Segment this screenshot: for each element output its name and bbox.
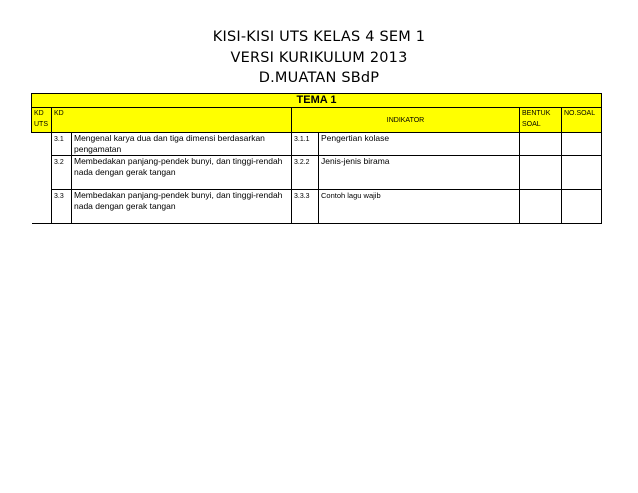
tema-label: TEMA 1 <box>32 94 602 108</box>
no-soal-cell <box>562 156 602 190</box>
kd-number: 3.3 <box>52 190 72 224</box>
indikator-text: Contoh lagu wajib <box>319 190 520 224</box>
tema-row <box>32 94 602 108</box>
indikator-text: Pengertian kolase <box>319 133 520 156</box>
no-soal-cell <box>562 190 602 224</box>
header-bentuk-soal: BENTUK SOAL <box>520 108 562 133</box>
header-no-soal: NO.SOAL <box>562 108 602 133</box>
bentuk-soal-cell <box>520 156 562 190</box>
kd-uts-cell <box>32 133 52 156</box>
kd-uts-cell <box>32 156 52 190</box>
kd-uts-cell <box>32 190 52 224</box>
bentuk-soal-cell <box>520 133 562 156</box>
kisi-kisi-table <box>31 93 602 224</box>
header-kd-uts: KD UTS <box>32 108 52 133</box>
kd-text: Membedakan panjang-pendek bunyi, dan tinggi-rendah nada dengan gerak tangan <box>72 156 292 190</box>
document-subtitle-curriculum: VERSI KURIKULUM 2013 <box>230 50 408 66</box>
indikator-number: 3.3.3 <box>292 190 319 224</box>
indikator-text: Jenis-jenis birama <box>319 156 520 190</box>
document-title: KISI-KISI UTS KELAS 4 SEM 1 <box>212 29 426 45</box>
kd-number: 3.2 <box>52 156 72 190</box>
header-row <box>32 108 602 133</box>
no-soal-cell <box>562 133 602 156</box>
document-subtitle-subject: D.MUATAN SBdP <box>258 70 380 86</box>
kd-number: 3.1 <box>52 133 72 156</box>
indikator-number: 3.1.1 <box>292 133 319 156</box>
table-row <box>32 156 602 190</box>
table-row <box>32 133 602 156</box>
bentuk-soal-cell <box>520 190 562 224</box>
table-row <box>32 190 602 224</box>
header-kd: KD <box>52 108 292 133</box>
kd-text: Membedakan panjang-pendek bunyi, dan tinggi-rendah nada dengan gerak tangan <box>72 190 292 224</box>
header-indikator: INDIKATOR <box>292 108 520 133</box>
indikator-number: 3.2.2 <box>292 156 319 190</box>
kd-text: Mengenal karya dua dan tiga dimensi berdasarkan pengamatan <box>72 133 292 156</box>
